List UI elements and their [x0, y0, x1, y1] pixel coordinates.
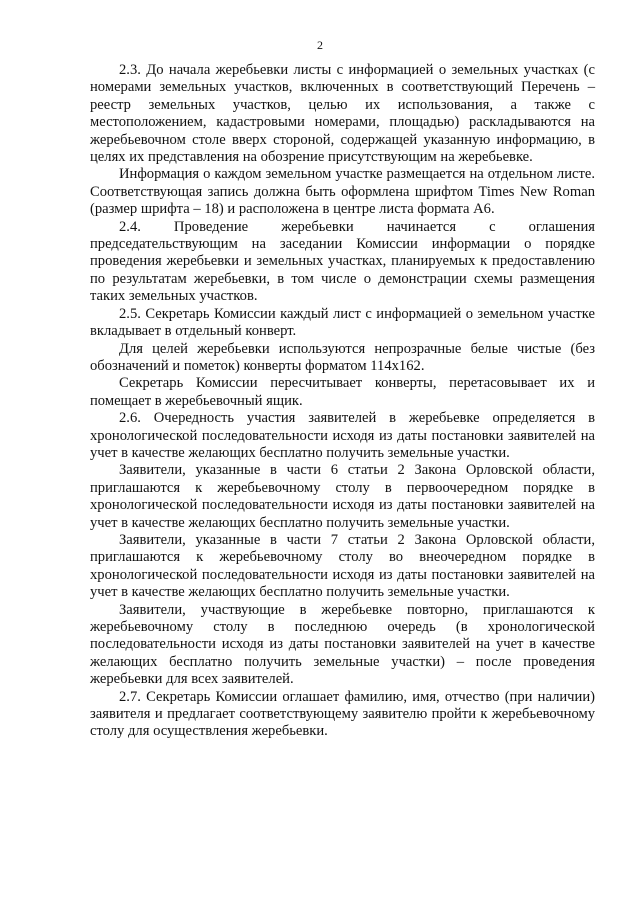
paragraph-2-3: 2.3. До начала жеребьевки листы с информацией о земельных участках (с номерами земельных участков, включенных в соответствующий Перечень – реестр земельных участков, целью их использования, а также с местоположением, кадастровыми номерами, площадью) раскладываются на жеребьевочном столе вверх стороной, содержащей указанную информацию, в целях их представления на обозрение присутствующим на жеребьевке. [90, 62, 595, 166]
paragraph-info-sheet: Информация о каждом земельном участке размещается на отдельном листе. Соответствующая запись должна быть оформлена шрифтом Times New Roman (размер шрифта – 18) и расположена в центре листа формата А6. [90, 166, 595, 218]
page-number: 2 [317, 38, 323, 52]
paragraph-2-5: 2.5. Секретарь Комиссии каждый лист с информацией о земельном участке вкладывает в отдельный конверт. [90, 305, 595, 340]
paragraph-2-7: 2.7. Секретарь Комиссии оглашает фамилию, имя, отчество (при наличии) заявителя и предлагает соответствующему заявителю пройти к жеребьевочному столу для осуществления жеребьевки. [90, 688, 595, 740]
paragraph-envelopes: Для целей жеребьевки используются непрозрачные белые чистые (без обозначений и пометок) конверты форматом 114х162. [90, 340, 595, 374]
paragraph-part-7: Заявители, указанные в части 7 статьи 2 Закона Орловской области, приглашаются к жеребьевочному столу во внеочередном порядке в хронологической последовательности исходя из даты постановки заявителей на учет в качестве желающих бесплатно получить земельные участки. [90, 531, 595, 601]
paragraph-2-4: 2.4. Проведение жеребьевки начинается с оглашения председательствующим на заседании Комиссии информации о порядке проведения жеребьевки и земельных участках, планируемых к предоставлению по результатам жеребьевки, в том числе о демонстрации схемы размещения таких земельных участков. [90, 218, 595, 305]
paragraph-part-6: Заявители, указанные в части 6 статьи 2 Закона Орловской области, приглашаются к жеребьевочному столу в первоочередном порядке в хронологической последовательности исходя из даты постановки заявителей на учет в качестве желающих бесплатно получить земельные участки. [90, 462, 595, 531]
paragraph-shuffle: Секретарь Комиссии пересчитывает конверты, перетасовывает их и помещает в жеребьевочный ящик. [90, 375, 595, 409]
paragraph-repeat: Заявители, участвующие в жеребьевке повторно, приглашаются к жеребьевочному столу в последнюю очередь (в хронологической последовательности исходя из даты постановки заявителей на учет в качестве желающих бесплатно получить земельные участки) – после проведения жеребьевки для всех заявителей. [90, 601, 595, 688]
document-body [90, 62, 595, 741]
paragraph-2-6: 2.6. Очередность участия заявителей в жеребьевке определяется в хронологической последовательности исходя из даты постановки заявителей на учет в качестве желающих бесплатно получить земельные участки. [90, 410, 595, 461]
